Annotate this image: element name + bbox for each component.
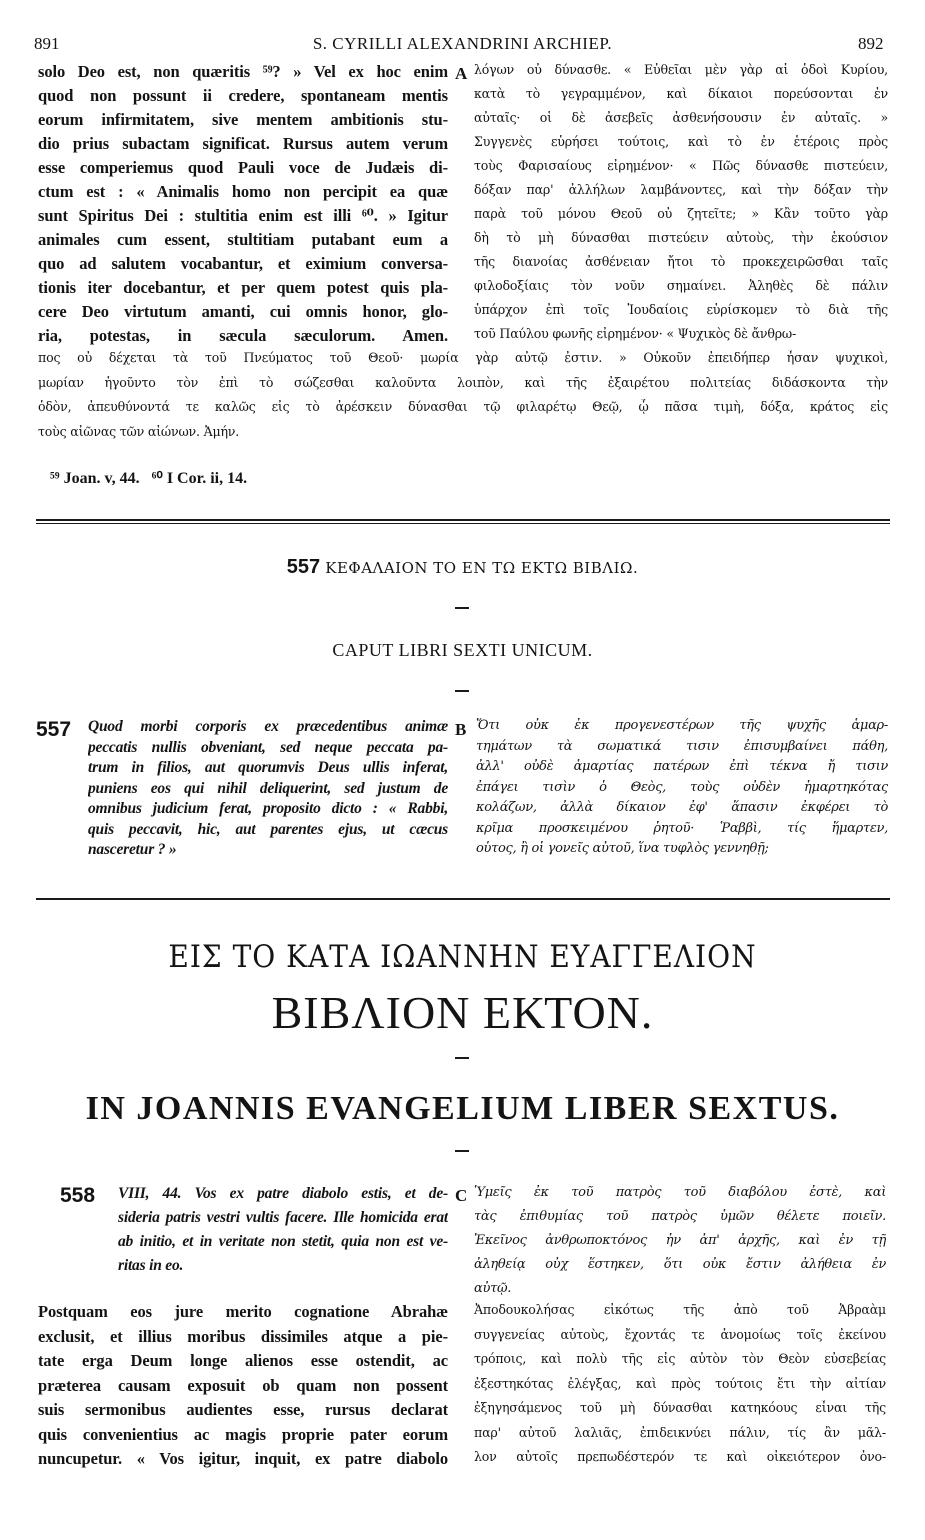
text-line: ὑπάρχον ἐπὶ τοῖς Ἰουδαίοις εὑρίσκομεν τὸ διὰ τῆς: [474, 302, 888, 317]
text-line: eorum infirmitatem, sive mentem ambitionis stu-: [38, 110, 448, 129]
text-line: peccatis nullis obveniant, sed neque peccata pa-: [88, 738, 448, 756]
text-line: τὰς ἐπιθυμίας τοῦ πατρὸς ὑμῶν θέλετε ποιεῖν.: [474, 1209, 886, 1224]
text-line: tate erga Deum longe alienos esse ostendit, ac: [38, 1351, 448, 1370]
divider-dash: [455, 1057, 469, 1059]
chapter-heading-latin: CAPUT LIBRI SEXTI UNICUM.: [332, 640, 593, 660]
text-line: αὐταῖς· οἱ δὲ ἀσεβεῖς ἀσθενήσουσιν ἐν αὐταῖς. »: [474, 110, 888, 125]
page-number-left: 891: [34, 34, 60, 53]
page-number-right: 892: [858, 34, 884, 53]
text-line: αὐτῷ.: [474, 1281, 512, 1296]
text-line: ἐπάγει τισὶν ὁ Θεὸς, τοὺς οὐδὲν ἡμαρτηκότας: [476, 779, 888, 795]
divider-dash: [455, 690, 469, 692]
text-line: quod non possunt ii credere, spontaneam mentis: [38, 86, 448, 105]
margin-letter-a: A: [455, 64, 468, 83]
text-line: δόξαν παρ' ἀλλήλων λαμβάνοντες, καὶ τὴν δόξαν τὴν: [474, 182, 888, 197]
book-title-greek: ΕΙΣ ΤΟ ΚΑΤΑ ΙΩΑΝΝΗΝ ΕΥΑΓΓΕΛΙΟΝ: [168, 938, 757, 975]
text-line: κατὰ τὸ γεγραμμένον, καὶ δίκαιοι πορεύσονται ἐν: [474, 86, 888, 101]
text-line: Ἐκεῖνος ἀνθρωποκτόνος ἦν ἀπ' ἀρχῆς, καὶ ἐν τῇ: [474, 1233, 886, 1248]
text-line: suis sermonibus audientes esse, rursus declarat: [38, 1400, 448, 1419]
section-rule-top: [36, 519, 890, 521]
text-line: ἀλλ' οὐδὲ ἁμαρτίας πατέρων ἐπὶ τέκνα ἤ τισιν: [476, 759, 888, 774]
footnotes: ⁵⁹ Joan. v, 44. ⁶⁰ I Cor. ii, 14.: [50, 470, 248, 487]
text-line: quis peccavit, hic, aut parentes ejus, ut cæcus: [88, 820, 448, 838]
text-line: Postquam eos jure merito cognatione Abrahæ: [38, 1302, 448, 1321]
text-line: Quod morbi corporis ex præcedentibus animæ: [88, 718, 448, 735]
text-line: Ὅτι οὐκ ἐκ προγενεστέρων τῆς ψυχῆς ἁμαρ-: [476, 718, 888, 733]
text-line: animales cum essent, stultitiam putabant eum a: [38, 230, 448, 249]
text-line: τοὺς Φαρισαίους εἰρημένον· « Πῶς δύνασθε πιστεύειν,: [474, 158, 888, 173]
text-line: nuncupetur. « Vos igitur, inquit, ex patre diabolo: [38, 1449, 448, 1468]
margin-letter-c: C: [455, 1186, 468, 1205]
text-line: VIII, 44. Vos ex patre diabolo estis, et de-: [118, 1185, 448, 1202]
chapter-number: 557: [286, 556, 321, 578]
text-line: ἐξηγησάμενος τοῦ μὴ δύνασθαι κατηκόους εἶναι τῆς: [474, 1400, 886, 1415]
text-line: exclusit, et illius moribus dissimiles atque a pie-: [38, 1326, 448, 1346]
text-line: ab initio, et in veritate non stetit, quia non est ve-: [118, 1233, 448, 1250]
section-rule-bottom: [36, 523, 890, 524]
text-line: παρὰ τοῦ μόνου Θεοῦ οὐ ζητεῖτε; » Κἂν τοῦτο γὰρ: [474, 206, 888, 221]
section-number: 558: [60, 1184, 96, 1207]
text-line: esse comperiemus quod Pauli voce de Judæis di-: [38, 158, 448, 177]
book-subtitle-greek: ΒΙΒΛΙΟΝ ΕΚΤΟΝ.: [271, 987, 654, 1038]
text-line: ritas in eo.: [118, 1257, 184, 1274]
margin-letter-b: B: [455, 720, 467, 739]
text-line: trum in filios, aut quorumvis Deus ullis inferat,: [88, 759, 448, 776]
book-rule: [36, 898, 890, 900]
text-line: ὁδὸν, ἀπευθύνοντά τε καλῶς εἰς τὸ ἀρέσκειν δύνασθαι τῷ φιλαρέτῳ Θεῷ, ᾧ πᾶσα τιμὴ, δόξα, κράτος εἰς: [38, 399, 888, 414]
divider-dash: [455, 607, 469, 609]
chapter-greek-title: ΚΕΦΑΛΑΙΟΝ ΤΟ ΕΝ ΤΩ ΕΚΤΩ ΒΙΒΛΙΩ.: [325, 559, 639, 577]
text-line: sideria patris vestri vultis facere. Ille homicida erat: [118, 1209, 448, 1226]
book-title-latin: IN JOANNIS EVANGELIUM LIBER SEXTUS.: [85, 1090, 840, 1127]
text-line: omnibus judicium ferat, proposito dicto : « Rabbi,: [88, 800, 448, 817]
text-line: οὗτος, ἢ οἱ γονεῖς αὐτοῦ, ἵνα τυφλὸς γεννηθῇ;: [476, 841, 769, 856]
text-line: φιλοδοξίαις τὸν νοῦν σημαίνει. Ἀληθὲς δὲ πάλιν: [474, 278, 888, 293]
text-line: πος οὐ δέχεται τὰ τοῦ Πνεύματος τοῦ Θεοῦ· μωρία γὰρ αὐτῷ ἐστιν. » Οὐκοῦν ἐπειδήπερ ἦσαν ψυχικοὶ,: [38, 350, 888, 365]
text-line: ἐξεστηκότας ἐλέγξας, καὶ πρὸς τούτοις ἔτι τὴν αἰτίαν: [474, 1375, 886, 1391]
text-line: συγγενείας αὐτοὺς, ἔχοντάς τε ἀνομοίως τοῖς ἐκείνου: [474, 1326, 886, 1342]
text-line: cere Deo virtutum amanti, cui omnis honor, glo-: [38, 302, 448, 321]
running-title: S. CYRILLI ALEXANDRINI ARCHIEP.: [312, 34, 613, 53]
text-line: κολάζων, ἀλλὰ δίκαιον ἐφ' ἅπασιν ἐκφέρει τὸ: [476, 800, 888, 815]
text-line: ctum est : « Animalis homo non percipit ea quæ: [38, 182, 448, 201]
text-line: μωρίαν ἡγοῦντο τὸν ἐπὶ τὸ σώζεσθαι καλοῦντα λοιπὸν, καὶ τῆς ἐξαιρέτου πολιτείας διδάσκοντα τὴν: [38, 374, 888, 390]
chapter-number-margin: 557: [36, 718, 72, 741]
chapter-heading-greek: [0, 556, 925, 579]
text-line: λόγων οὐ δύνασθε. « Εὐθεῖαι μὲν γὰρ αἱ ὁδοὶ Κυρίου,: [474, 62, 888, 77]
text-line: τημάτων τὰ σωματικά τισιν ἐπισυμβαίνει πάθη,: [476, 738, 888, 754]
text-line: quis convenientius ac magis proprie pater eorum: [38, 1424, 448, 1444]
text-line: puniens eos qui nihil deliquerint, sed justum de: [88, 779, 448, 797]
text-line: τρόποις, καὶ πολὺ τῆς εἰς αὐτὸν τὸν Θεὸν εὐσεβείας: [474, 1351, 886, 1366]
text-line: τοῦ Παύλου φωνῆς εἰρημένον· « Ψυχικὸς δὲ ἄνθρω-: [474, 326, 797, 341]
text-line: δὴ τὸ μὴ δύνασθαι πιστεύειν αὐτοὺς, τὴν ἑκούσιον: [474, 230, 888, 245]
text-line: κρῖμα προσκειμένου ῥητοῦ· Ῥαββὶ, τίς ἥμαρτεν,: [476, 820, 888, 836]
text-line: λον αὐτοῖς πρεπωδέστερόν τε καὶ οἰκειότερον ὀνο-: [474, 1449, 886, 1464]
text-line: τοὺς αἰῶνας τῶν αἰώνων. Ἀμήν.: [38, 423, 240, 439]
text-line: præterea causam exposuit ob quam non possent: [38, 1375, 448, 1395]
text-line: dio prius subactam significat. Rursus autem verum: [38, 134, 448, 153]
text-line: sunt Spiritus Dei : stultitia enim est illi ⁶⁰. » Igitur: [38, 206, 448, 225]
divider-dash: [455, 1150, 469, 1152]
text-line: solo Deo est, non quæritis ⁵⁹? » Vel ex hoc enim: [38, 62, 448, 81]
text-line: ria, potestas, in sæcula sæculorum. Amen.: [38, 326, 448, 345]
text-line: Ὑμεῖς ἐκ τοῦ πατρὸς τοῦ διαβόλου ἐστὲ, καὶ: [474, 1185, 886, 1200]
text-line: Συγγενὲς εὑρήσει τούτοις, καὶ τὸ ἐν ἑτέροις πρὸς: [474, 134, 888, 149]
text-line: nasceretur ? »: [88, 841, 177, 858]
text-line: tionis iter docebantur, et per quem potest quis pla-: [38, 278, 448, 297]
text-line: παρ' αὐτοῦ λαλιᾶς, ἐπιδεικνύει πάλιν, τίς ἂν μᾶλ-: [474, 1424, 886, 1440]
text-line: quo ad salutem vocabantur, et eximium conversa-: [38, 254, 448, 273]
text-line: τῆς διανοίας ἀσθένειαν ἤτοι τὸ προκεχειρῶσθαι ταῖς: [474, 254, 888, 269]
text-line: ἀληθείᾳ οὐχ ἕστηκεν, ὅτι οὐκ ἔστιν ἀλήθεια ἐν: [474, 1257, 886, 1272]
text-line: Ἀποδουκολήσας εἰκότως τῆς ἀπὸ τοῦ Ἀβραὰμ: [474, 1302, 886, 1317]
